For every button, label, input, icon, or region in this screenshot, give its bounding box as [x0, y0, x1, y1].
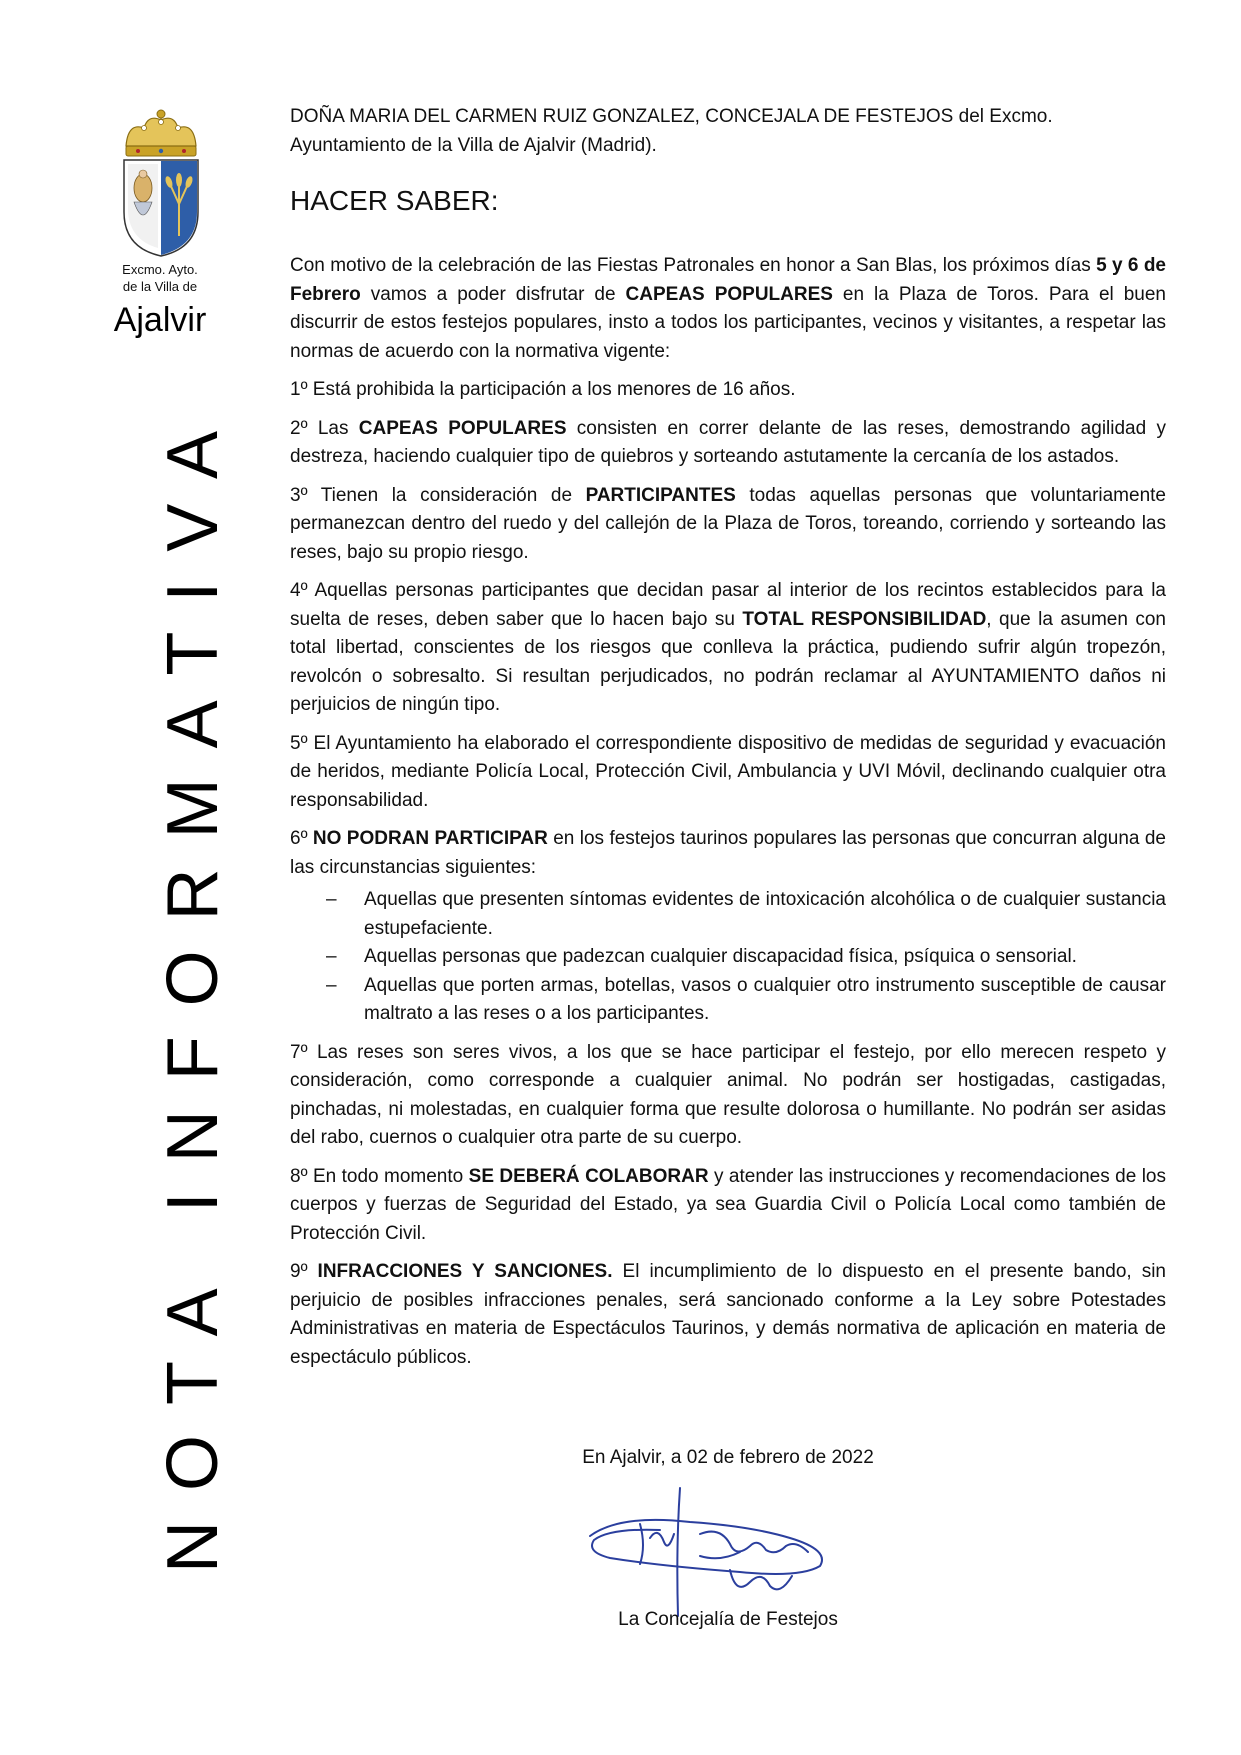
crown-icon: [126, 110, 196, 156]
author-paragraph: DOÑA MARIA DEL CARMEN RUIZ GONZALEZ, CONCEJALA DE FESTEJOS del Excmo. Ayuntamiento de la Villa de Ajalvir (Madrid).: [290, 106, 1053, 156]
rule-5: 5º El Ayuntamiento ha elaborado el correspondiente dispositivo de medidas de seguridad y evacuación de heridos, mediante Policía Local, Protección Civil, Ambulancia y UVI Móvil, declinando cualquier otra responsabilidad.: [290, 732, 1166, 811]
sidebar: [0, 0, 270, 1755]
bullet-dash: –: [326, 974, 337, 996]
handwritten-signature: [580, 1486, 880, 1626]
main-heading: HACER SABER:: [290, 185, 499, 216]
bullet-dash: –: [326, 946, 337, 967]
org-label-line2: de la Villa de: [122, 279, 198, 294]
rule-7: 7º Las reses son seres vivos, a los que se hace participar el festejo, por ello merecen respeto y consideración, como corresponde a cualquier animal. No podrán ser hostigadas, castigadas, pinchadas, ni molestadas, en cualquier forma que resulte dolorosa o humillante. No podrán ser asidas del rabo, cuernos o cualquier otra parte de su cuerpo.: [290, 1041, 1166, 1148]
document-body: [290, 103, 1166, 1382]
intro-paragraph: Con motivo de la celebración de las Fiestas Patronales en honor a San Blas, los próximos días 5 y 6 de Febrero vamos a poder disfrutar de CAPEAS POPULARES en la Plaza de Toros. Para el buen discurrir de estos festejos populares, insto a todos los participantes, vecinos y visitantes, a respetar las normas de acuerdo con la normativa vigente:: [290, 255, 1166, 362]
rule-6-bullet-list: [290, 886, 1166, 1029]
rule-8: 8º En todo momento SE DEBERÁ COLABORAR y atender las instrucciones y recomendaciones de los cuerpos y fuerzas de Seguridad del Estado, ya sea Guardia Civil o Policía Local como también de Protección Civil.: [290, 1165, 1166, 1244]
rule-9: 9º INFRACCIONES Y SANCIONES. El incumplimiento de lo dispuesto en el presente bando, sin perjuicio de posibles infracciones penales, será sancionado conforme a la Ley sobre Potestades Administrativas en materia de Espectáculos Taurinos, y demás normativa de aplicación en materia de espectáculo públicos.: [290, 1261, 1167, 1368]
rule-2: 2º Las CAPEAS POPULARES consisten en correr delante de las reses, demostrando agilidad y destreza, haciendo cualquier tipo de quiebros y sorteando astutamente la cercanía de los astados.: [290, 417, 1166, 467]
org-name: Ajalvir: [113, 301, 207, 339]
list-item: – Aquellas personas que padezcan cualquier discapacidad física, psíquica o sensorial.: [290, 943, 1166, 972]
rule-1: 1º Está prohibida la participación a los menores de 16 años.: [290, 379, 796, 400]
date-line: En Ajalvir, a 02 de febrero de 2022: [582, 1447, 874, 1468]
signature-block: [560, 1444, 900, 1669]
rule-6: 6º NO PODRAN PARTICIPAR en los festejos taurinos populares las personas que concurran alguna de las circunstancias siguientes:: [290, 828, 1166, 878]
signatory-role: La Concejalía de Festejos: [618, 1609, 838, 1630]
rule-4: 4º Aquellas personas participantes que decidan pasar al interior de los recintos establecidos para la suelta de reses, deben saber que lo hacen bajo su TOTAL RESPONSIBILIDAD, que la asumen con total libertad, conscientes de los riesgos que conlleva la práctica, pudiendo sufrir algún tropezón, revolcón o sobresalto. Si resultan perjudicados, no podrán reclamar al AYUNTAMIENTO daños ni perjuicios de ningún tipo.: [290, 580, 1166, 715]
list-item: – Aquellas que porten armas, botellas, vasos o cualquier otro instrumento susceptible de causar maltrato a las reses o a los participantes.: [290, 972, 1166, 1029]
coat-of-arms-logo: [118, 108, 204, 258]
list-item: – Aquellas que presenten síntomas evidentes de intoxicación alcohólica o de cualquier sustancia estupefaciente.: [290, 886, 1166, 943]
org-label-line1: Excmo. Ayto.: [122, 262, 198, 277]
rule-3: 3º Tienen la consideración de PARTICIPANTES todas aquellas personas que voluntariamente permanezcan dentro del ruedo y del callejón de la Plaza de Toros, toreando, corriendo y sorteando las reses, bajo su propio riesgo.: [290, 484, 1166, 563]
bullet-dash: –: [326, 889, 337, 910]
vertical-document-title: NOTA INFORMATIVA: [153, 400, 233, 1573]
shield-icon: [124, 160, 198, 256]
